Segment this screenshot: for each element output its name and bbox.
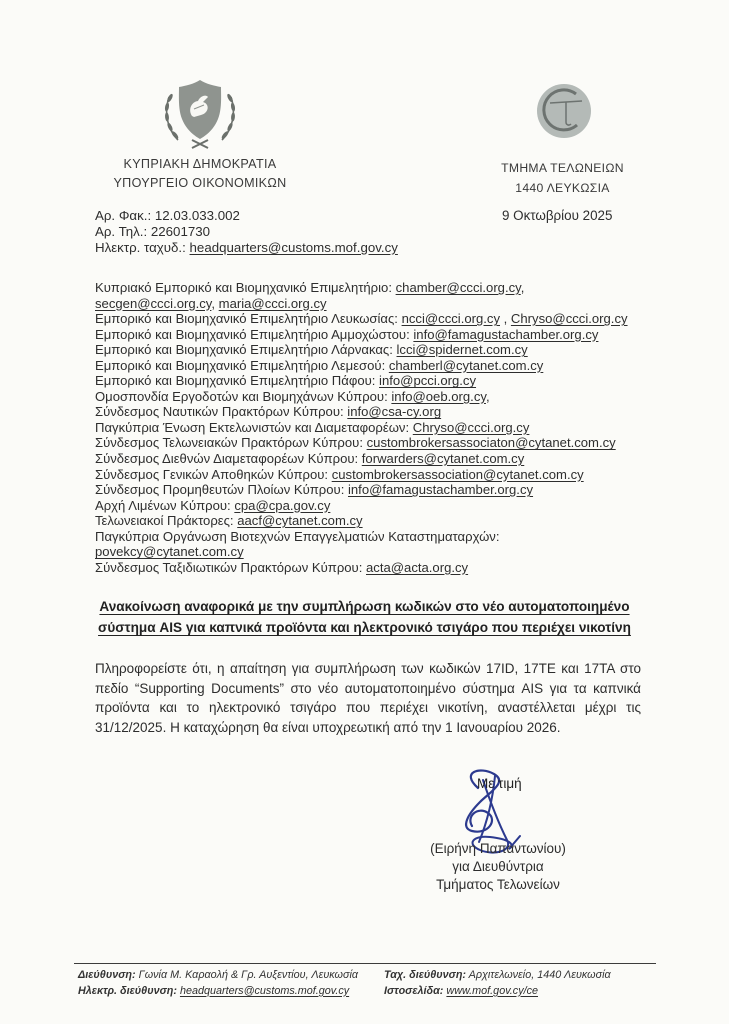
signer-title-2: Τμήματος Τελωνείων [436,877,560,892]
recipient-line [95,296,650,312]
email-link[interactable]: info@csa-cy.org [347,404,442,420]
email-link[interactable]: info@famagustachamber.org.cy [413,326,599,342]
footer-postal-value: Αρχιτελωνείο, 1440 Λευκωσία [466,969,611,981]
recipient-line [95,498,650,514]
footer-right-column [384,968,664,999]
email-link[interactable]: aacf@cytanet.com.cy [237,513,363,529]
body-paragraph: Πληροφορείστε ότι, η απαίτηση για συμπλήρωση των κωδικών 17ID, 17TE και 17TA στο πεδίο “Supporting Documents” στο νέο αυτοματοποιημένο σύστημα AIS για τα καπνικά προϊόντα και το ηλεκτρονικό τσιγάρο που περιέχει νικοτίνη, αναστέλλεται μέχρι τις 31/12/2025. Η καταχώρηση θα είναι υποχρεωτική από την 1 Ιανουαρίου 2026. [95,661,641,736]
customs-seal-icon [535,82,593,140]
phone-label: Αρ. Τηλ.: [95,224,148,239]
email-link[interactable]: cpa@cpa.gov.cy [234,497,331,513]
footer-divider [74,963,656,964]
footer-email-line [78,984,378,1000]
recipient-line [95,467,650,483]
recipient-list [95,280,650,575]
recipient-text: Σύνδεσμος Προμηθευτών Πλοίων Κύπρου: [95,482,348,498]
footer-website-line [384,984,664,1000]
recipient-text: Σύνδεσμος Διεθνών Διαμεταφορέων Κύπρου: [95,451,362,467]
recipient-line [95,404,650,420]
signer-name: (Ειρήνη Παπαντωνίου) [430,841,566,856]
closing-salutation: Με τιμή [477,776,522,791]
recipient-text: Παγκύπρια Οργάνωση Βιοτεχνών Επαγγελματιών Καταστηματαρχών: [95,528,500,544]
email-link[interactable]: headquarters@customs.mof.gov.cy [189,240,398,255]
recipient-text: , [500,311,511,327]
email-link[interactable]: custombrokersassociation@cytanet.com.cy [331,466,584,482]
footer-postal-label: Ταχ. διεύθυνση: [384,969,467,981]
recipient-text: , [211,295,219,311]
recipient-line [95,389,650,405]
email-link[interactable]: info@pcci.org.cy [379,373,477,389]
footer-address-line [78,968,378,984]
footer-address-value: Γωνία Μ. Καραολή & Γρ. Αυξεντίου, Λευκωσία [135,969,359,981]
email-link[interactable]: info@famagustachamber.org.cy [347,482,534,498]
recipient-line [95,342,650,358]
recipient-text: , [520,280,525,295]
phone-value: 22601730 [150,224,211,239]
email-link[interactable]: Chryso@ccci.org.cy [412,419,530,435]
recipient-text: Κυπριακό Εμπορικό και Βιομηχανικό Επιμελητήριο: [95,280,396,295]
recipient-text: Σύνδεσμος Τελωνειακών Πρακτόρων Κύπρου: [95,435,367,451]
email-link[interactable]: acta@acta.org.cy [366,559,469,575]
recipient-line [95,482,650,498]
email-link[interactable]: lcci@spidernet.com.cy [396,342,528,358]
recipient-line [95,513,650,529]
recipient-text: Σύνδεσμος Ναυτικών Πρακτόρων Κύπρου: [95,404,348,420]
email-link[interactable]: secgen@ccci.org.cy [95,295,212,311]
file-number-value: 12.03.033.002 [154,208,240,223]
recipient-line [95,327,650,343]
footer-website-link[interactable]: www.mof.gov.cy/ce [446,984,538,997]
email-label: Ηλεκτρ. ταχυδ.: [95,240,186,255]
email-link[interactable]: maria@ccci.org.cy [218,295,327,311]
recipient-line [95,420,650,436]
subject-line-1: Ανακοίνωση αναφορικά με την συμπλήρωση κωδικών στο νέο αυτοματοποιημένο [99,599,630,614]
footer-email-label: Ηλεκτρ. διεύθυνση: [78,984,177,997]
footer-left-column [78,968,378,999]
email-link[interactable]: chamberl@cytanet.com.cy [388,357,544,373]
recipient-line [95,373,650,389]
footer-website-label: Ιστοσελίδα: [384,984,444,997]
subject-heading [78,597,651,638]
ministry-title: ΥΠΟΥΡΓΕΙΟ ΟΙΚΟΝΟΜΙΚΩΝ [113,176,287,190]
email-link[interactable]: Chryso@ccci.org.cy [510,311,628,327]
recipient-text: Εμπορικό και Βιομηχανικό Επιμελητήριο Πάφου: [95,373,380,389]
department-title: ΤΜΗΜΑ ΤΕΛΩΝΕΙΩΝ [501,161,624,175]
email-link[interactable]: chamber@ccci.org.cy [395,280,521,295]
email-link[interactable]: ncci@ccci.org.cy [401,311,500,327]
recipient-line [95,311,650,327]
recipient-text: Εμπορικό και Βιομηχανικό Επιμελητήριο Λευκωσίας: [95,311,402,327]
recipient-line [95,358,650,374]
recipient-text: Εμπορικό και Βιομηχανικό Επιμελητήριο Λεμεσού: [95,357,389,373]
footer-email-link[interactable]: headquarters@customs.mof.gov.cy [179,984,350,997]
reference-block [95,208,398,256]
department-postcode: 1440 ΛΕΥΚΩΣΙΑ [515,181,610,195]
recipient-text: Εμπορικό και Βιομηχανικό Επιμελητήριο Αμμοχώστου: [95,326,414,342]
file-number-line [95,208,398,224]
email-link[interactable]: custombrokersassociaton@cytanet.com.cy [366,435,616,451]
recipient-text: Σύνδεσμος Ταξιδιωτικών Πρακτόρων Κύπρου: [95,559,366,575]
republic-title: ΚΥΠΡΙΑΚΗ ΔΗΜΟΚΡΑΤΙΑ [123,157,277,171]
recipient-text: Ομοσπονδία Εργοδοτών και Βιομηχάνων Κύπρου: [95,388,392,404]
recipient-text: Τελωνειακοί Πράκτορες: [95,513,238,529]
recipient-line [95,435,650,451]
recipient-line [95,529,650,545]
email-link[interactable]: povekcy@cytanet.com.cy [95,544,244,560]
email-line [95,240,398,256]
recipient-text: Παγκύπρια Ένωση Εκτελωνιστών και Διαμεταφορέων: [95,419,413,435]
recipient-line [95,280,650,296]
recipient-text: , [485,388,490,404]
recipient-line [95,560,650,576]
footer-address-label: Διεύθυνση: [78,969,136,981]
recipient-text: Σύνδεσμος Γενικών Αποθηκών Κύπρου: [95,466,332,482]
footer-postal-line [384,968,664,984]
signature-block [398,840,598,894]
subject-line-2: σύστημα AIS για καπνικά προϊόντα και ηλεκτρονικό τσιγάρο που περιέχει νικοτίνη [98,619,631,635]
file-number-label: Αρ. Φακ.: [95,208,152,223]
cyprus-coat-of-arms-icon [158,76,242,152]
email-link[interactable]: forwarders@cytanet.com.cy [361,451,525,467]
signer-title-1: για Διευθύντρια [452,859,544,874]
letter-date: 9 Οκτωβρίου 2025 [502,208,613,223]
phone-line [95,224,398,240]
recipient-text: Αρχή Λιμένων Κύπρου: [95,497,235,513]
recipient-line [95,451,650,467]
email-link[interactable]: info@oeb.org.cy [391,388,486,404]
recipient-line [95,544,650,560]
recipient-text: Εμπορικό και Βιομηχανικό Επιμελητήριο Λάρνακας: [95,342,397,358]
